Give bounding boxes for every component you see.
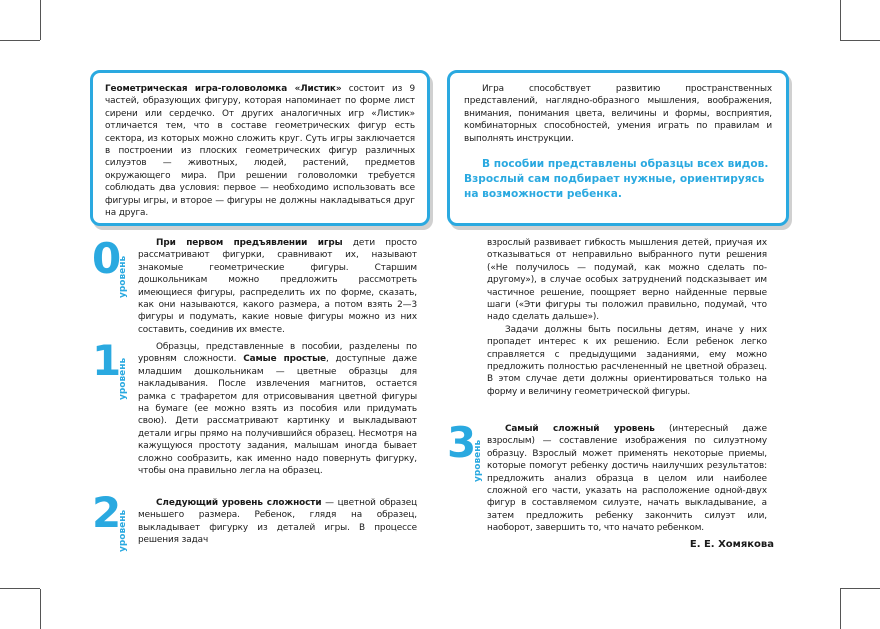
- crop-mark: [840, 588, 880, 589]
- intro-title: Геометрическая игра-головоломка «Листик»: [105, 84, 342, 94]
- level-word: уровень: [118, 255, 128, 298]
- crop-mark: [0, 588, 40, 589]
- level-0-lead: При первом предъявлении игры: [156, 238, 343, 248]
- level-3-lead: Самый сложный уровень: [505, 424, 655, 434]
- crop-mark: [0, 40, 40, 41]
- level-2-body: — цветной образец меньшего размера. Ребенок, глядя на образец, выкладывает фигурку из деталей игры. В процессе решения задач: [138, 498, 418, 546]
- level-2-digit: 2: [92, 488, 122, 537]
- intro-text: состоит из 9 частей, образующих фигуру, которая напоминает по форме лист сирени или сердечко. От других аналогичных игр «Листик» отличается тем, что в составе геометрических фигур есть сектора, из которых можно сложить круг. Суть игры заключается в построении из плоских геометрических фигур различных силуэтов — животных, людей, растений, предметов окружающего мира. При решении головоломки требуется соблюдать два условия: первое — необходимо использовать все фигуры игры, и второе — фигуры не должны накладываться друг на друга.: [105, 84, 415, 219]
- continuation-paragraph-2: Задачи должны быть посильны детям, иначе у них пропадет интерес к их решению. Если ребенок легко справляется с предыдущими заданиями, ему можно предложить полностью расчлененный не цветной образец. В этом случае дети должны ориентироваться только на форму и величину геометрической фигуры.: [487, 324, 767, 397]
- crop-mark: [40, 0, 41, 40]
- benefits-text: Игра способствует развитию пространственных представлений, наглядно-образного мышления, воображения, внимания, понимания цвета, величины и формы, восприятия, комбинаторных способностей, умения играть по правилам и выполнять инструкции.: [464, 84, 772, 144]
- level-2-marker: [92, 488, 132, 562]
- level-1-lead: Самые простые: [243, 354, 326, 365]
- intro-paragraph: [105, 83, 415, 219]
- level-1-digit: 1: [92, 336, 122, 385]
- level-3-digit: 3: [447, 418, 477, 467]
- level-0-digit: 0: [92, 234, 122, 283]
- crop-mark: [40, 589, 41, 629]
- level-1-body-a: Образцы, представленные в пособии, разделены по уровням сложности.: [138, 342, 417, 365]
- author-signature: Е. Е. Хомякова: [689, 539, 774, 550]
- intro-box: [90, 70, 430, 226]
- level-0-body: дети просто рассматривают фигурки, сравнивают их, называют знакомые геометрические фигуры. Старшим дошкольникам можно предложить рассмотреть имеющиеся фигуры, распределить их по форме, сказать, как они называются, какого размера, а потом взять 2—3 фигуры и подумать, какие новые фигуры можно из них составить, соединив их вместе.: [138, 238, 417, 335]
- crop-mark: [840, 40, 880, 41]
- level-2-text: [138, 497, 417, 547]
- level-1-marker: [92, 336, 132, 410]
- level-3-text: [487, 423, 767, 535]
- level-word: уровень: [118, 357, 128, 400]
- level-1-text: [138, 341, 417, 477]
- level-1-body-b: , доступные даже младшим дошкольникам — цветные образцы для накладывания. После извлечения магнитов, остается рамка с трафаретом для отрисовывания цветной фигуры на бумаге (ее можно взять из пособия или придумать свою). Дети рассматривают картинку и выкладывают детали игры прямо на получившийся образец. Несмотря на кажущуюся простоту задания, малышам иногда бывает сложно сообразить, как именно надо повернуть фигурку, чтобы она правильно легла на образец.: [138, 354, 417, 477]
- level-0-marker: [92, 234, 132, 308]
- level-word: уровень: [118, 509, 128, 552]
- level-3-body: (интересный даже взрослым) — составление изображения по силуэтному образцу. Взрослый может применять некоторые приемы, которые помогут ребенку достичь наилучших результатов: предложить анализ образца в целом или наиболее сложной его части, указать на расположение одной-двух фигур в составляемом силуэте, начать выкладывание, а затем предложить ребенку закончить силуэт или, наоборот, завершить то, что начато ребенком.: [487, 424, 768, 534]
- level-3-marker: [447, 418, 487, 492]
- crop-mark: [840, 589, 841, 629]
- level-word: уровень: [473, 439, 483, 482]
- crop-mark: [840, 0, 841, 40]
- benefits-highlight: В пособии представлены образцы всех видов. Взрослый сам подбирает нужные, ориентируясь на возможности ребенка.: [464, 158, 769, 201]
- continuation-text: [487, 237, 767, 398]
- benefits-box: [447, 70, 789, 226]
- continuation-paragraph: взрослый развивает гибкость мышления детей, приучая их отказываться от неправильно выбранного пути решения («Не получилось — подумай, как можно сделать по-другому»), в случае особых затруднений подсказывает им частичное решение, поощряет верно найденные первые шаги («Эти фигуры ты положил правильно, подумай, что надо сделать дальше»).: [487, 238, 767, 323]
- level-0-text: [138, 237, 417, 336]
- level-2-lead: Следующий уровень сложности: [156, 498, 322, 508]
